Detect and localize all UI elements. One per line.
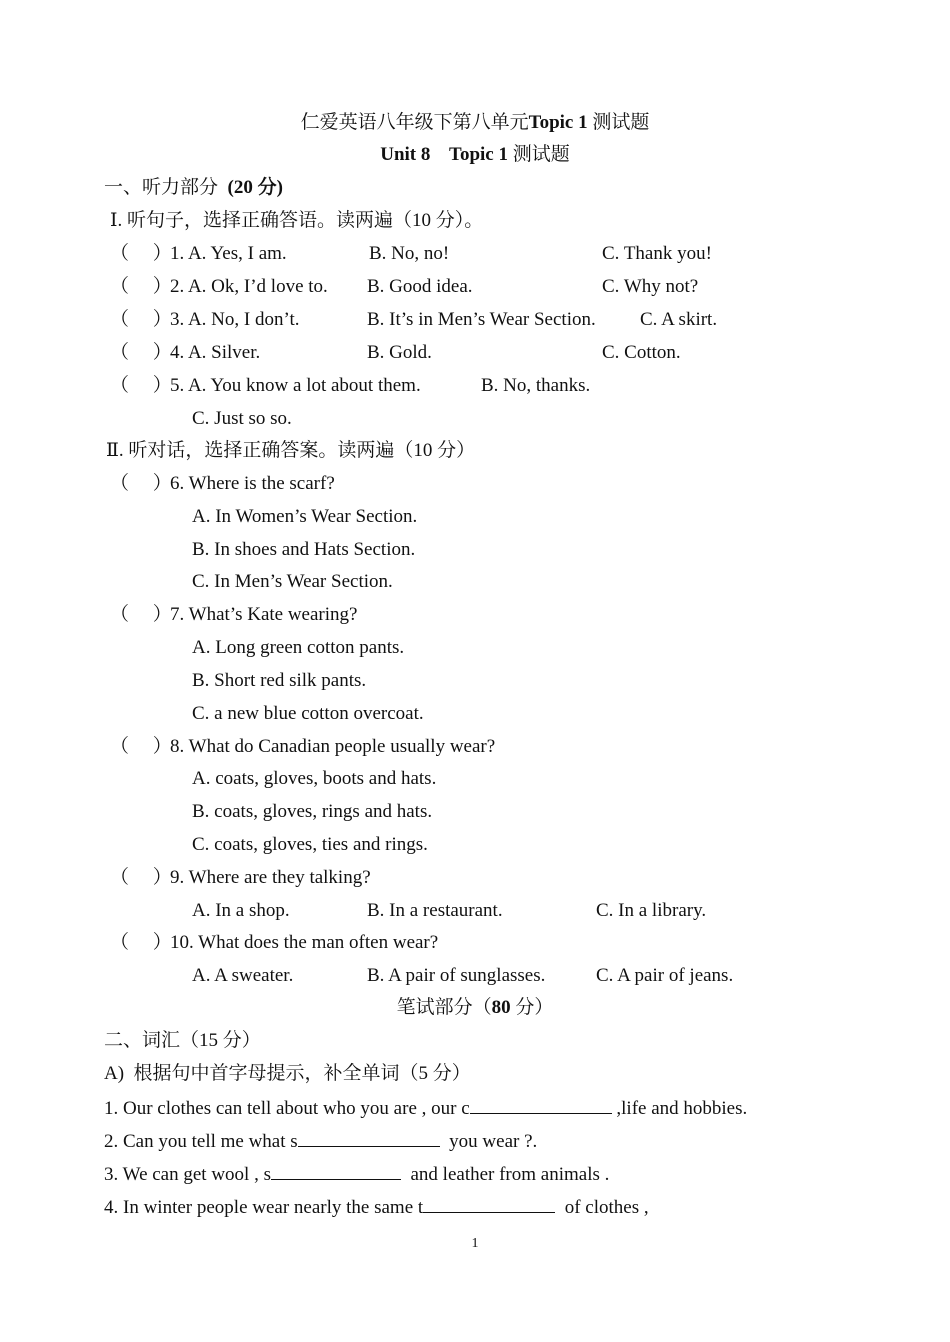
fill-3-pre: 3. We can get wool , s bbox=[104, 1164, 271, 1185]
option-b: B. coats, gloves, rings and hats. bbox=[192, 801, 433, 822]
part1-score: (20 分) bbox=[227, 177, 283, 198]
option-a: A. In Women’s Wear Section. bbox=[192, 506, 418, 527]
section-heading-vocabulary: 二、词汇（15 分） bbox=[104, 1030, 261, 1051]
option-c: C. Thank you! bbox=[602, 243, 712, 264]
option-c: C. coats, gloves, ties and rings. bbox=[192, 834, 428, 855]
question-8: 8. What do Canadian people usually wear? bbox=[170, 736, 496, 757]
title-bold: Topic 1 bbox=[528, 112, 588, 133]
answer-blank[interactable]: （ ） bbox=[110, 276, 172, 297]
option-c: C. Just so so. bbox=[192, 408, 292, 429]
option-a: A. In a shop. bbox=[192, 900, 290, 921]
option-c: C. In Men’s Wear Section. bbox=[192, 571, 393, 592]
option-c: C. In a library. bbox=[596, 900, 707, 921]
answer-blank[interactable]: （ ） bbox=[110, 473, 172, 494]
written-pre: 笔试部分（ bbox=[396, 997, 492, 1018]
part1-label: 一、听力部分 bbox=[104, 177, 219, 198]
fill-2-post: you wear ?. bbox=[439, 1131, 538, 1152]
option-b: B. Gold. bbox=[367, 342, 432, 363]
fill-1-post: ,life and hobbies. bbox=[611, 1098, 748, 1119]
option-a: A. Long green cotton pants. bbox=[192, 637, 405, 658]
page-title bbox=[0, 111, 950, 135]
fill-question-2 bbox=[104, 1128, 537, 1154]
option-b: B. Good idea. bbox=[367, 276, 473, 297]
question-4: 4. A. Silver. bbox=[170, 342, 261, 363]
option-b: B. A pair of sunglasses. bbox=[367, 965, 546, 986]
answer-blank[interactable]: （ ） bbox=[110, 604, 172, 625]
sub-heading-1: Ⅰ. 听句子，选择正确答语。读两遍（10 分）。 bbox=[110, 210, 484, 231]
fill-4-pre: 4. In winter people wear nearly the same t bbox=[104, 1197, 424, 1218]
fill-1-pre: 1. Our clothes can tell about who you are , our c bbox=[104, 1098, 470, 1119]
sub-heading-a: A) 根据句中首字母提示，补全单词（5 分） bbox=[104, 1063, 471, 1084]
question-1: 1. A. Yes, I am. bbox=[170, 243, 287, 264]
option-b: B. No, no! bbox=[369, 243, 450, 264]
written-part-heading bbox=[0, 996, 950, 1020]
option-b: B. Short red silk pants. bbox=[192, 670, 367, 691]
fill-2-pre: 2. Can you tell me what s bbox=[104, 1131, 298, 1152]
question-5: 5. A. You know a lot about them. bbox=[170, 375, 421, 396]
option-a: A. A sweater. bbox=[192, 965, 294, 986]
answer-blank[interactable]: （ ） bbox=[110, 736, 172, 757]
title-cn: 仁爱英语八年级下第八单元 bbox=[300, 112, 529, 133]
title-cn2: 测试题 bbox=[587, 112, 650, 133]
written-score: 80 bbox=[491, 997, 511, 1018]
sub-heading-2: Ⅱ. 听对话，选择正确答案。读两遍（10 分） bbox=[106, 440, 476, 461]
question-10: 10. What does the man often wear? bbox=[170, 932, 439, 953]
fill-3-post: and leather from animals . bbox=[400, 1164, 610, 1185]
option-a: A. coats, gloves, boots and hats. bbox=[192, 768, 437, 789]
answer-blank[interactable]: （ ） bbox=[110, 375, 172, 396]
written-post: 分） bbox=[510, 997, 554, 1018]
fill-question-4 bbox=[104, 1194, 649, 1220]
option-c: C. a new blue cotton overcoat. bbox=[192, 703, 424, 724]
option-c: C. Why not? bbox=[602, 276, 699, 297]
option-b: B. No, thanks. bbox=[481, 375, 591, 396]
option-c: C. Cotton. bbox=[602, 342, 681, 363]
subtitle-bold: Unit 8 Topic 1 bbox=[380, 144, 508, 165]
option-b: B. In a restaurant. bbox=[367, 900, 503, 921]
section-heading-listening bbox=[104, 176, 283, 200]
option-c: C. A pair of jeans. bbox=[596, 965, 734, 986]
question-3: 3. A. No, I don’t. bbox=[170, 309, 300, 330]
answer-blank[interactable]: （ ） bbox=[110, 309, 172, 330]
fill-blank-4[interactable] bbox=[423, 1194, 555, 1213]
fill-blank-2[interactable] bbox=[298, 1128, 440, 1147]
fill-question-1 bbox=[104, 1095, 747, 1121]
answer-blank[interactable]: （ ） bbox=[110, 342, 172, 363]
option-b: B. It’s in Men’s Wear Section. bbox=[367, 309, 596, 330]
fill-blank-1[interactable] bbox=[470, 1095, 612, 1114]
subtitle-cn: 测试题 bbox=[508, 144, 570, 165]
page-subtitle bbox=[0, 143, 950, 167]
question-6: 6. Where is the scarf? bbox=[170, 473, 335, 494]
answer-blank[interactable]: （ ） bbox=[110, 932, 172, 953]
question-9: 9. Where are they talking? bbox=[170, 867, 371, 888]
option-c: C. A skirt. bbox=[640, 309, 718, 330]
fill-question-3 bbox=[104, 1161, 609, 1187]
fill-blank-3[interactable] bbox=[271, 1161, 401, 1180]
question-2: 2. A. Ok, I’d love to. bbox=[170, 276, 328, 297]
question-7: 7. What’s Kate wearing? bbox=[170, 604, 358, 625]
page-number: 1 bbox=[471, 1236, 479, 1251]
answer-blank[interactable]: （ ） bbox=[110, 867, 172, 888]
option-b: B. In shoes and Hats Section. bbox=[192, 539, 416, 560]
answer-blank[interactable]: （ ） bbox=[110, 243, 172, 264]
fill-4-post: of clothes , bbox=[555, 1197, 649, 1218]
